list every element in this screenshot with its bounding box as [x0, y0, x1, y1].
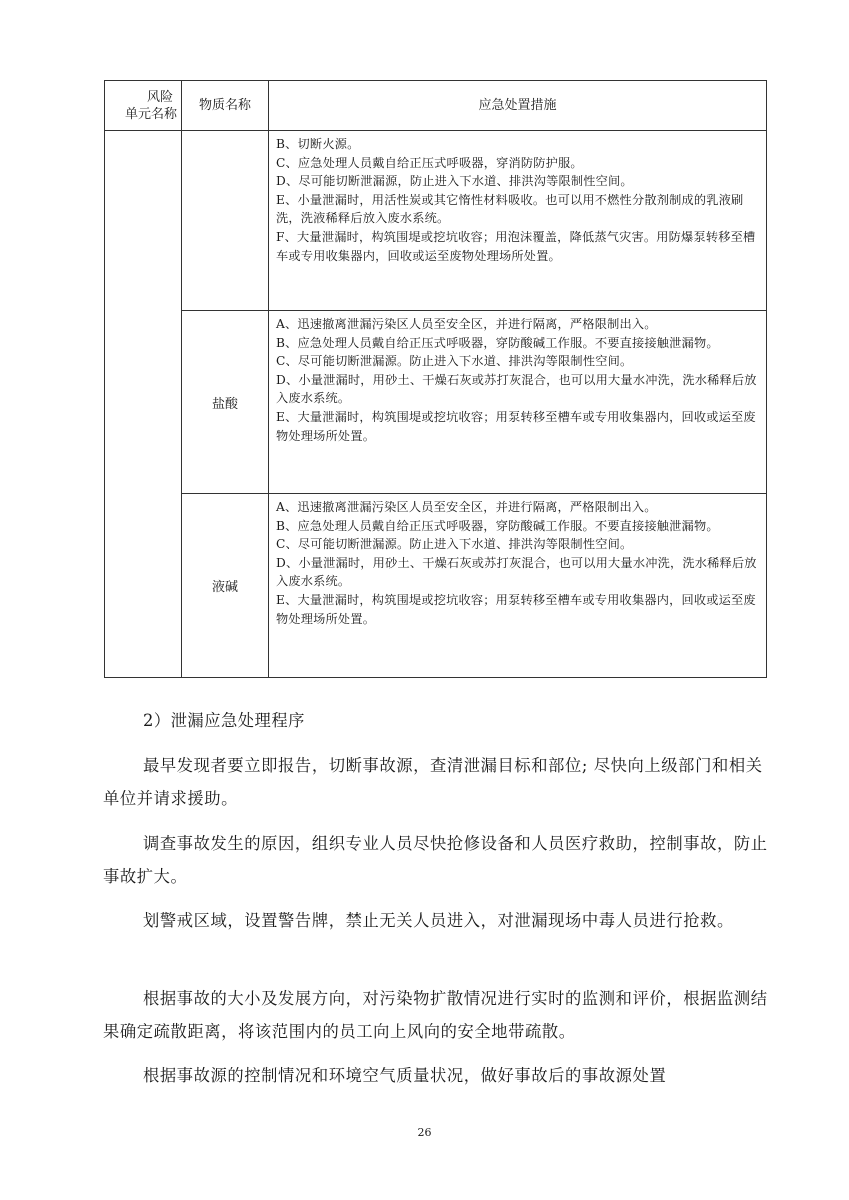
paragraph: 根据事故源的控制情况和环境空气质量状况，做好事故后的事故源处置	[143, 1066, 667, 1085]
measure-item: B、应急处理人员戴自给正压式呼吸器，穿防酸碱工作服。不要直接接触泄漏物。	[276, 335, 719, 350]
measure-item: D、尽可能切断泄漏源，防止进入下水道、排洪沟等限制性空间。	[276, 174, 633, 189]
header-substance-name: 物质名称	[182, 81, 269, 131]
page-number: 26	[417, 1126, 432, 1139]
paragraph: 划警戒区域，设置警告牌，禁止无关人员进入，对泄漏现场中毒人员进行抢救。	[143, 911, 734, 930]
measure-item: B、切断火源。	[276, 137, 360, 151]
measure-item: E、大量泄漏时，构筑围堤或挖坑收容；用泵转移至槽车或专用收集器内，回收或运至废物处理场所处置。	[276, 409, 756, 443]
measure-item: C、尽可能切断泄漏源。防止进入下水道、排洪沟等限制性空间。	[276, 354, 633, 369]
substance-cell: 液碱	[182, 494, 269, 678]
header-risk-unit	[105, 81, 182, 131]
section-heading: 2）泄漏应急处理程序	[143, 711, 305, 730]
table-row	[105, 311, 767, 494]
substance-cell: 盐酸	[182, 311, 269, 494]
paragraph: 最早发现者要立即报告，切断事故源，查清泄漏目标和部位; 尽快向上级部门和相关单位并请求援助。	[103, 756, 763, 808]
paragraph: 调查事故发生的原因，组织专业人员尽快抢修设备和人员医疗救助，控制事故，防止事故扩大。	[103, 834, 768, 886]
substance-cell	[182, 131, 269, 311]
measure-item: F、大量泄漏时，构筑围堤或挖坑收容；用泡沫覆盖，降低蒸气灾害。用防爆泵转移至槽车或专用收集器内，回收或运至废物处理场所处置。	[276, 229, 756, 263]
measure-item: C、尽可能切断泄漏源。防止进入下水道、排洪沟等限制性空间。	[276, 537, 633, 552]
measure-item: D、小量泄漏时，用砂土、干燥石灰或苏打灰混合，也可以用大量水冲洗，洗水稀释后放入废水系统。	[276, 555, 757, 589]
table-header-row	[105, 81, 767, 131]
measures-cell	[269, 494, 767, 678]
measure-item: B、应急处理人员戴自给正压式呼吸器，穿防酸碱工作服。不要直接接触泄漏物。	[276, 518, 719, 533]
paragraph: 根据事故的大小及发展方向，对污染物扩散情况进行实时的监测和评价，根据监测结果确定疏散距离，将该范围内的员工向上风向的安全地带疏散。	[103, 989, 768, 1041]
header-emergency-measures: 应急处置措施	[269, 81, 767, 131]
table-row	[105, 131, 767, 311]
measure-item: E、大量泄漏时，构筑围堤或挖坑收容；用泵转移至槽车或专用收集器内，回收或运至废物处理场所处置。	[276, 592, 756, 626]
measure-item: A、迅速撤离泄漏污染区人员至安全区，并进行隔离，严格限制出入。	[276, 500, 657, 514]
measures-cell	[269, 131, 767, 311]
header-risk-unit-line2: 单元名称	[124, 106, 177, 122]
measure-item: D、小量泄漏时，用砂土、干燥石灰或苏打灰混合，也可以用大量水冲洗，洗水稀释后放入废水系统。	[276, 372, 757, 406]
measure-item: A、迅速撤离泄漏污染区人员至安全区，并进行隔离，严格限制出入。	[276, 317, 657, 331]
risk-unit-cell	[105, 131, 182, 678]
header-risk-unit-line1: 风险	[146, 89, 173, 105]
measures-cell	[269, 311, 767, 494]
table-row	[105, 494, 767, 678]
measure-item: C、应急处理人员戴自给正压式呼吸器，穿消防防护服。	[276, 155, 583, 170]
measure-item: E、小量泄漏时，用活性炭或其它惰性材料吸收。也可以用不燃性分散剂制成的乳液刷洗，洗液稀释后放入废水系统。	[276, 192, 744, 226]
emergency-measures-table	[104, 80, 767, 678]
